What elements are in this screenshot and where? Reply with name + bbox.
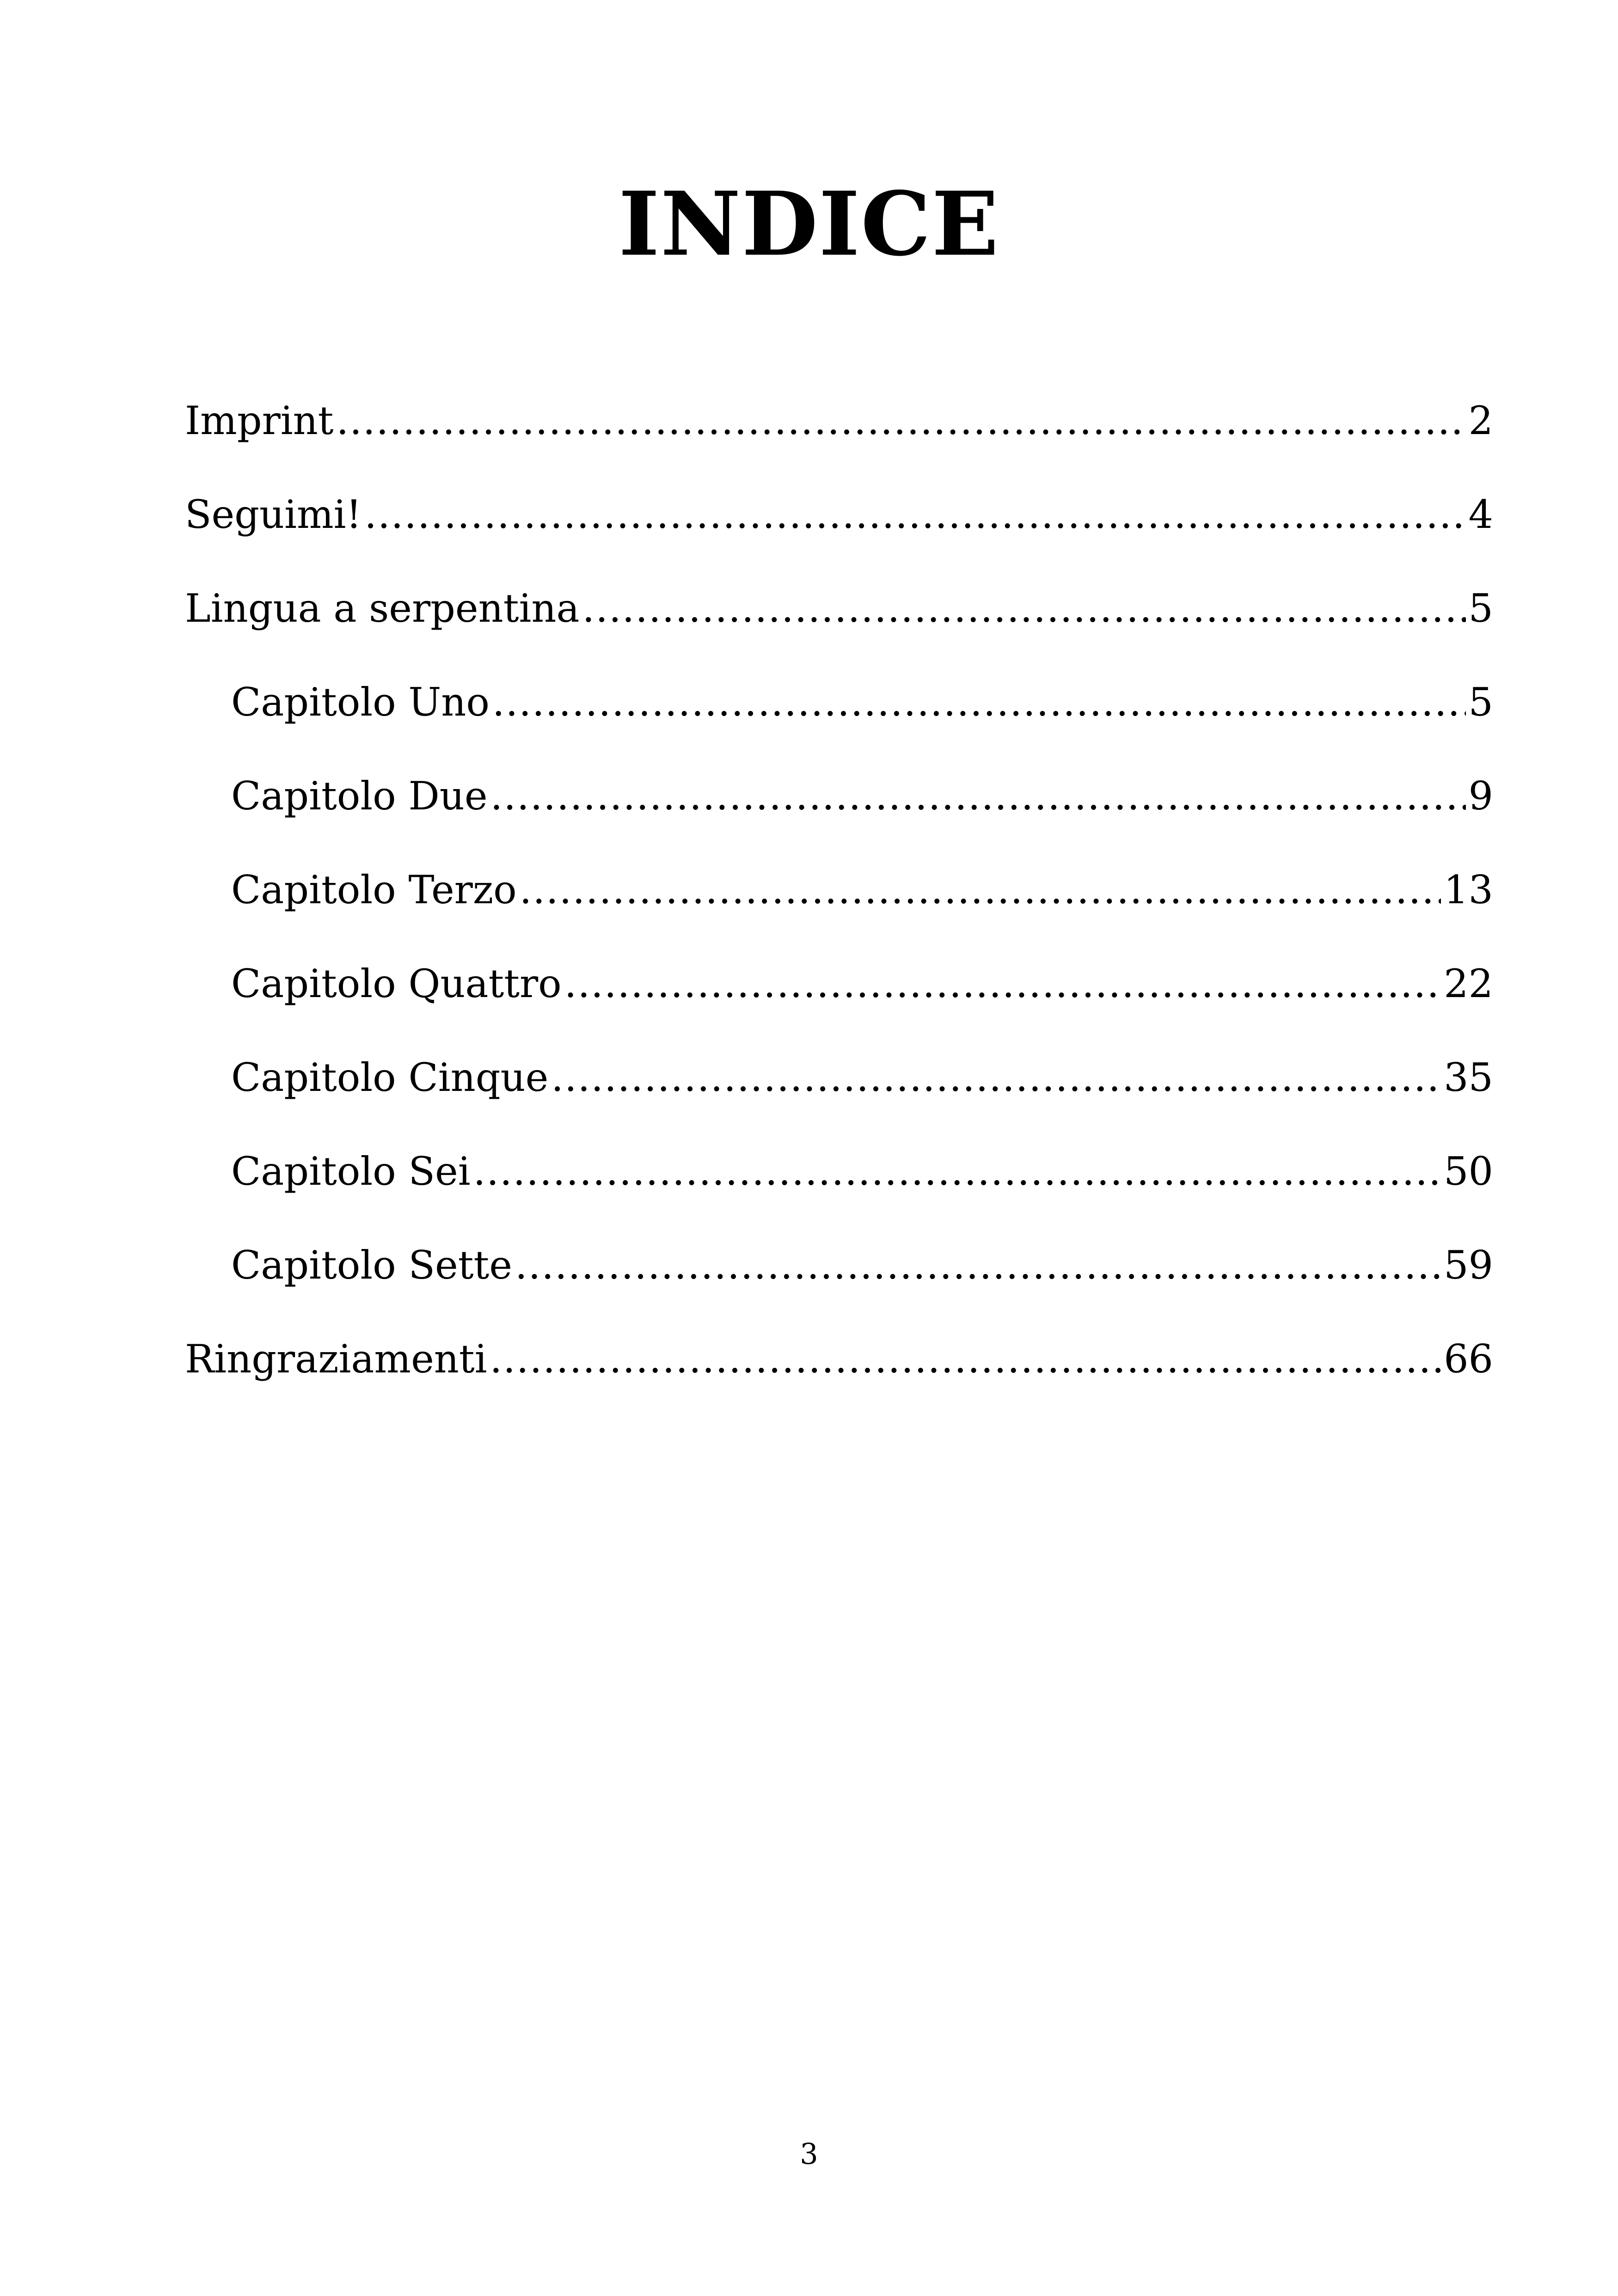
toc-entry-page: 5 [1468, 680, 1493, 725]
dot-leader [564, 956, 1441, 1011]
table-of-contents [185, 393, 1493, 1425]
toc-entry-page: 59 [1444, 1243, 1493, 1288]
toc-entry-capitolo-terzo[interactable] [185, 862, 1493, 956]
toc-entry-capitolo-sei[interactable] [185, 1144, 1493, 1237]
toc-entry-ringraziamenti[interactable] [185, 1331, 1493, 1425]
toc-entry-label: Capitolo Cinque [231, 1055, 549, 1100]
page-number: 3 [800, 2137, 818, 2171]
toc-entry-capitolo-cinque[interactable] [185, 1050, 1493, 1144]
toc-entry-label: Capitolo Sette [231, 1243, 512, 1288]
dot-leader [490, 1331, 1441, 1387]
toc-entry-page: 4 [1468, 492, 1493, 537]
toc-entry-label: Capitolo Terzo [231, 867, 517, 912]
dot-leader [473, 1144, 1441, 1199]
toc-entry-page: 22 [1444, 961, 1493, 1006]
dot-leader [492, 674, 1466, 730]
dot-leader [551, 1050, 1441, 1105]
toc-entry-page: 9 [1468, 773, 1493, 819]
toc-entry-seguimi[interactable] [185, 487, 1493, 581]
toc-entry-capitolo-quattro[interactable] [185, 956, 1493, 1050]
toc-entry-label: Lingua a serpentina [185, 586, 580, 631]
toc-entry-lingua-a-serpentina[interactable] [185, 581, 1493, 674]
dot-leader [520, 862, 1441, 918]
toc-entry-label: Capitolo Sei [231, 1149, 471, 1194]
toc-entry-page: 13 [1444, 867, 1493, 912]
toc-entry-label: Capitolo Uno [231, 680, 490, 725]
dot-leader [364, 487, 1465, 542]
toc-entry-page: 35 [1444, 1055, 1493, 1100]
toc-entry-capitolo-uno[interactable] [185, 674, 1493, 768]
toc-entry-label: Capitolo Quattro [231, 961, 562, 1006]
toc-entry-capitolo-due[interactable] [185, 768, 1493, 862]
toc-entry-label: Capitolo Due [231, 773, 488, 819]
toc-entry-page: 66 [1444, 1336, 1493, 1382]
toc-entry-label: Seguimi! [185, 492, 362, 537]
toc-entry-page: 50 [1444, 1149, 1493, 1194]
page-title: INDICE [618, 172, 1000, 276]
toc-entry-page: 2 [1468, 398, 1493, 443]
toc-entry-label: Ringraziamenti [185, 1336, 487, 1382]
dot-leader [336, 393, 1465, 448]
toc-entry-page: 5 [1468, 586, 1493, 631]
toc-entry-label: Imprint [185, 398, 334, 443]
dot-leader [490, 768, 1466, 824]
dot-leader [515, 1237, 1441, 1293]
toc-entry-imprint[interactable] [185, 393, 1493, 487]
dot-leader [582, 581, 1466, 636]
toc-entry-capitolo-sette[interactable] [185, 1237, 1493, 1331]
